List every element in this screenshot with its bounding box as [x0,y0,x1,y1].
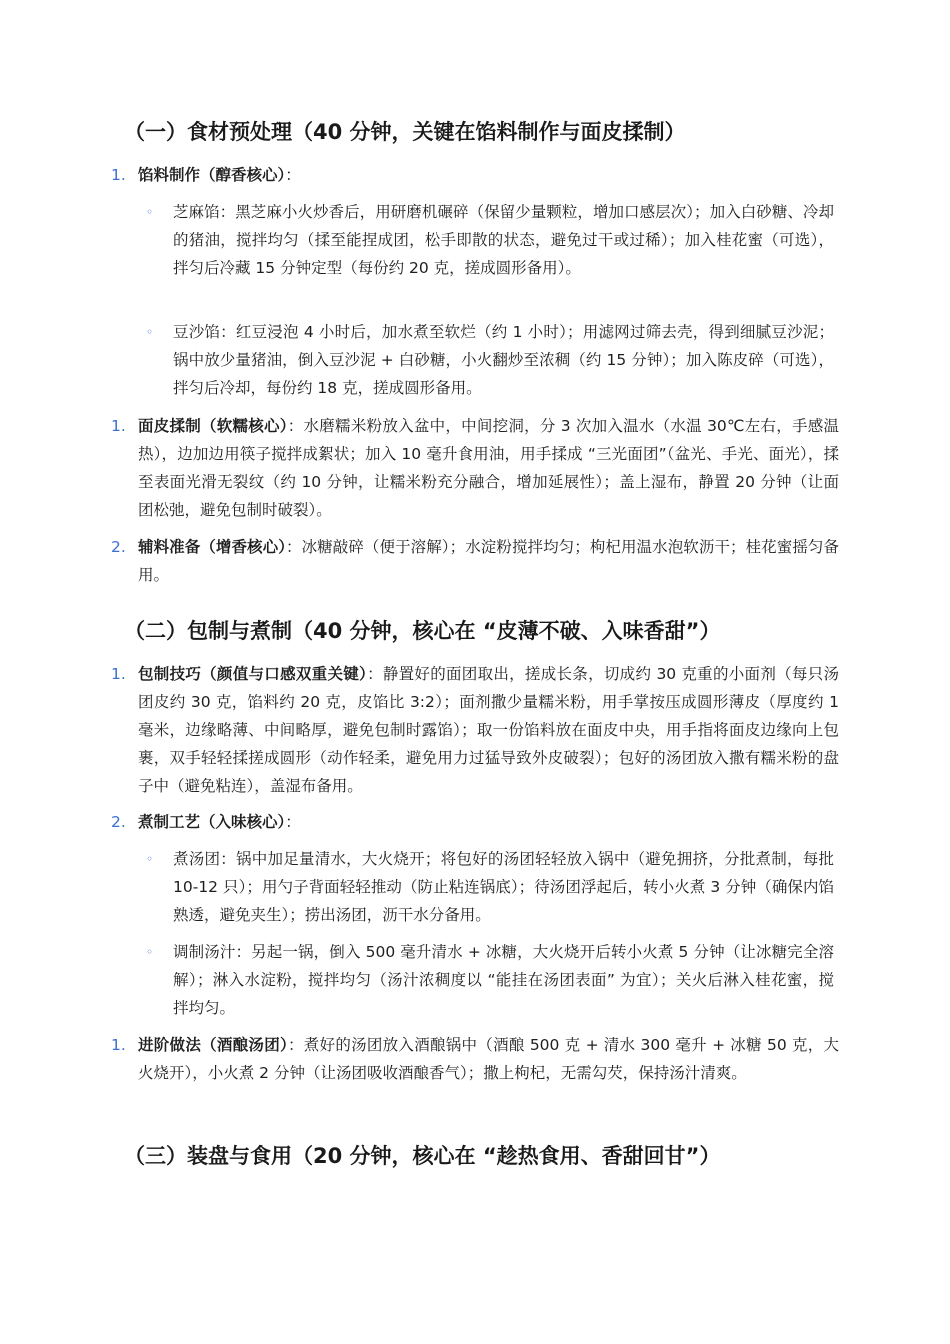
list-number: 1. [111,166,126,184]
list-item-title: 包制技巧（颜值与口感双重关键） [138,665,368,683]
sub-item-text: 芝麻馅：黑芝麻小火炒香后，用研磨机碾碎（保留少量颗粒，增加口感层次）；加入白砂糖、冷却的猪油，搅拌均匀（揉至能捏成团，松手即散的状态，避免过干或过稀）；加入桂花蜜（可选），拌匀后冷藏 15 分钟定型（每份约 20 克，搓成圆形备用）。 [173,203,834,277]
list-item-body [138,412,839,524]
list-item-body [138,533,839,589]
list-item-auxiliary [111,533,839,589]
list-item-advanced [111,1031,839,1087]
bullet-icon: ◦ [146,205,154,219]
list-number: 2. [111,813,126,831]
list-number: 1. [111,1036,126,1054]
list-item-body [138,161,839,189]
list-number: 2. [111,538,126,556]
list-item-title: 面皮揉制（软糯核心） [138,417,288,435]
section-heading-1: （一）食材预处理（40 分钟，关键在馅料制作与面皮揉制） [124,120,686,144]
list-item-text: ： [285,166,301,184]
list-item-text: ： [285,813,301,831]
list-item-wrapping [111,660,839,800]
bullet-icon: ◦ [146,325,154,339]
list-number: 1. [111,417,126,435]
list-item-title: 煮制工艺（入味核心） [138,813,286,831]
sub-item-text: 豆沙馅：红豆浸泡 4 小时后，加水煮至软烂（约 1 小时）；用滤网过筛去壳，得到细腻豆沙泥；锅中放少量猪油，倒入豆沙泥 + 白砂糖，小火翻炒至浓稠（约 15 分钟）；加入陈皮碎（可选），拌匀后冷却，每份约 18 克，搓成圆形备用。 [173,323,834,397]
list-item-body [138,660,839,800]
sub-item-text: 调制汤汁：另起一锅，倒入 500 毫升清水 + 冰糖，大火烧开后转小火煮 5 分钟（让冰糖完全溶解）；淋入水淀粉，搅拌均匀（汤汁浓稠度以 “能挂在汤团表面” 为宜）；关火后淋入桂花蜜，搅拌均匀。 [173,943,834,1017]
sub-item-bean-filling [146,318,834,402]
bullet-icon: ◦ [146,945,154,959]
list-item-text: ：水磨糯米粉放入盆中，中间挖洞，分 3 次加入温水（水温 30℃左右，手感温热），边加边用筷子搅拌成絮状；加入 10 毫升食用油，用手揉成 “三光面团”（盆光、手光、面光），揉至表面光滑无裂纹（约 10 分钟，让糯米粉充分融合，增加延展性）；盖上湿布，静置 20 分钟（让面团松弛，避免包制时破裂）。 [138,417,839,519]
sub-item-soup-base [146,938,834,1022]
list-item-text: ：煮好的汤团放入酒酿锅中（酒酿 500 克 + 清水 300 毫升 + 冰糖 50 克，大火烧开），小火煮 2 分钟（让汤团吸收酒酿香气）；撒上枸杞，无需勾芡，保持汤汁清爽。 [138,1036,839,1082]
list-item-cooking [111,808,839,836]
list-item-text: ：静置好的面团取出，搓成长条，切成约 30 克重的小面剂（每只汤团皮约 30 克，馅料约 20 克，皮馅比 3:2）；面剂撒少量糯米粉，用手掌按压成圆形薄皮（厚度约 1 毫米，边缘略薄、中间略厚，避免包制时露馅）；取一份馅料放在面皮中央，用手指将面皮边缘向上包裹，双手轻轻揉搓成圆形（动作轻柔，避免用力过猛导致外皮破裂）；包好的汤团放入撒有糯米粉的盘子中（避免粘连），盖湿布备用。 [138,665,839,795]
list-item-title: 进阶做法（酒酿汤团） [138,1036,288,1054]
list-item-title: 辅料准备（增香核心） [138,538,287,556]
sub-item-boil-tangtuan [146,845,834,929]
list-item-dough [111,412,839,524]
section-heading-3: （三）装盘与食用（20 分钟，核心在 “趁热食用、香甜回甘”） [124,1144,721,1168]
section-heading-2: （二）包制与煮制（40 分钟，核心在 “皮薄不破、入味香甜”） [124,619,721,643]
sub-item-text: 煮汤团：锅中加足量清水，大火烧开；将包好的汤团轻轻放入锅中（避免拥挤，分批煮制，每批 10-12 只）；用勺子背面轻轻推动（防止粘连锅底）；待汤团浮起后，转小火煮 3 分钟（确保内馅熟透，避免夹生）；捞出汤团，沥干水分备用。 [173,850,834,924]
list-number: 1. [111,665,126,683]
list-item-body [138,1031,839,1087]
list-item-body [138,808,839,836]
bullet-icon: ◦ [146,852,154,866]
sub-item-sesame-filling [146,198,834,282]
list-item-title: 馅料制作（醇香核心） [138,166,286,184]
list-item-filling [111,161,839,189]
list-item-text: ：冰糖敲碎（便于溶解）；水淀粉搅拌均匀；枸杞用温水泡软沥干；桂花蜜摇匀备用。 [138,538,839,584]
